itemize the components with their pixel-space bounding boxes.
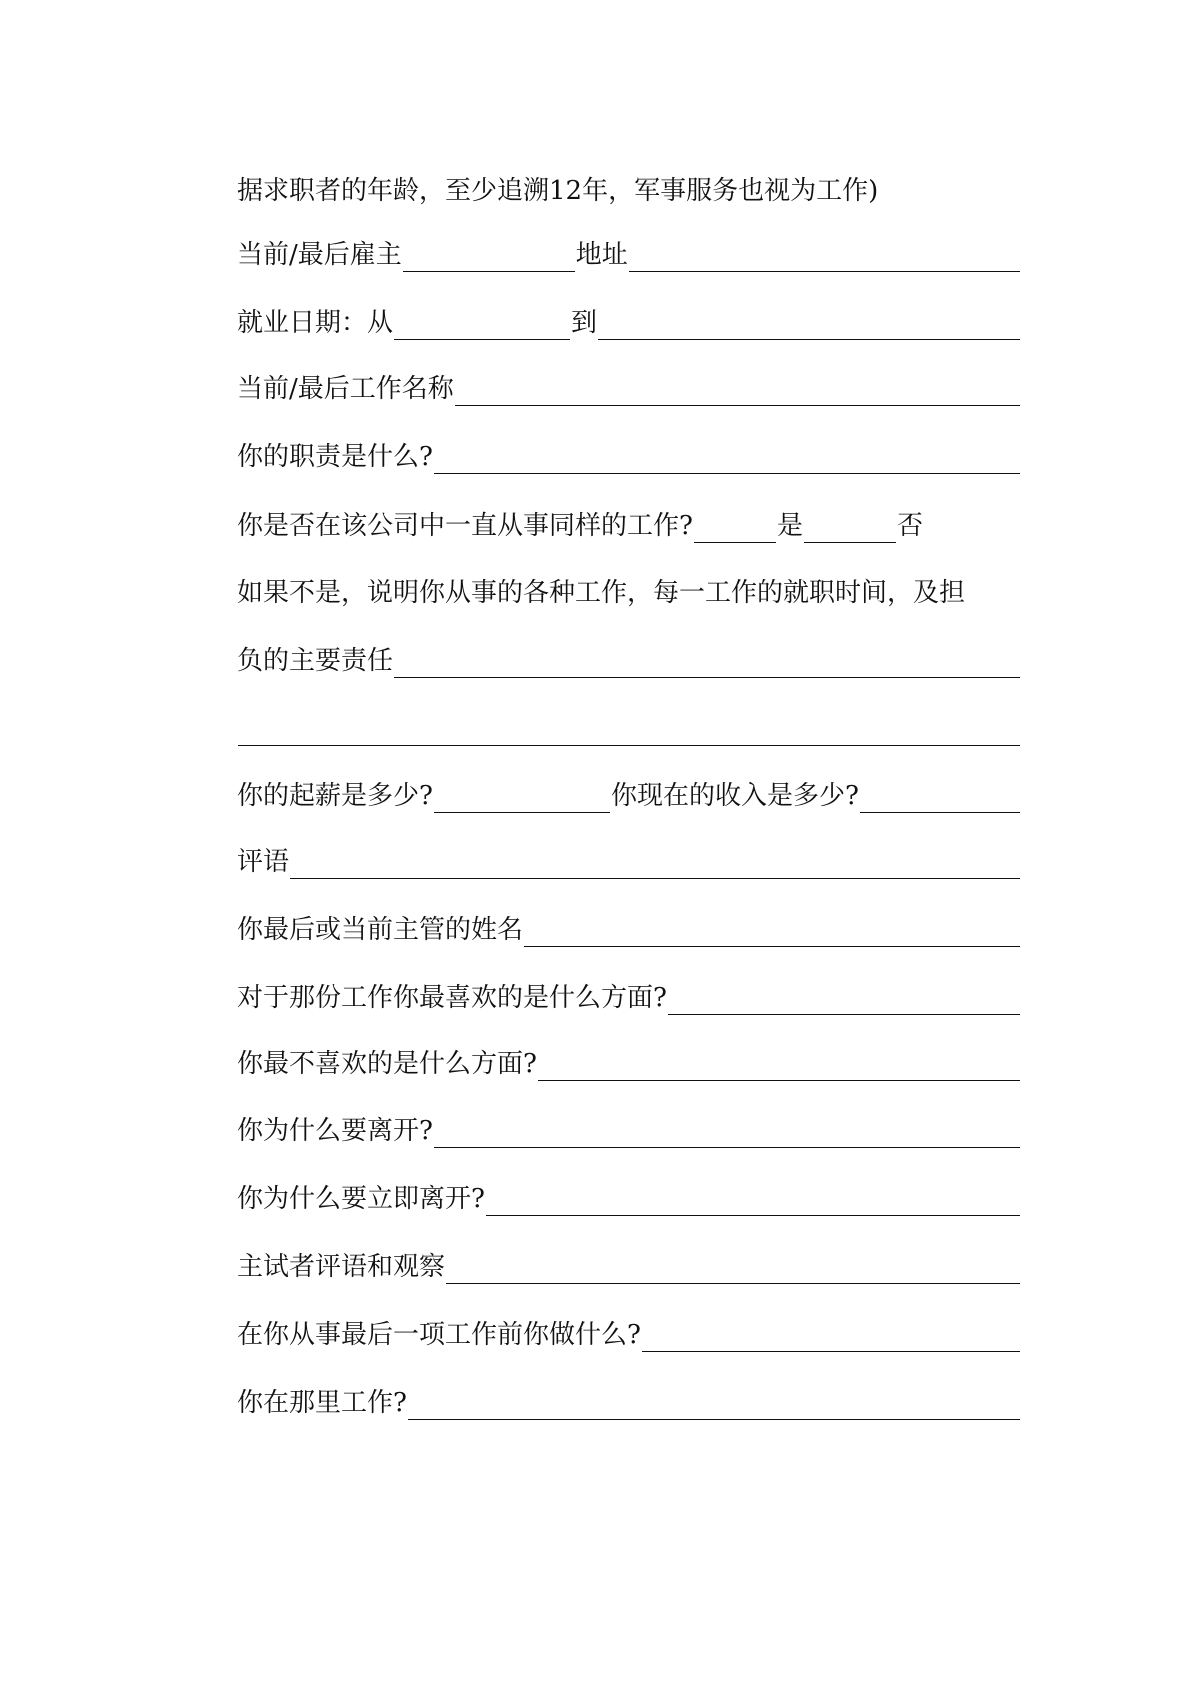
- comments-line: [237, 845, 1021, 879]
- starting-salary-label: 你的起薪是多少?: [237, 781, 433, 811]
- employer-line: [237, 238, 1021, 272]
- current-employer-field[interactable]: [403, 245, 575, 272]
- liked-least-field[interactable]: [538, 1054, 1020, 1081]
- employment-dates-line: [237, 306, 1021, 340]
- interviewer-field[interactable]: [446, 1257, 1020, 1284]
- why-leave-now-line: [237, 1182, 1021, 1216]
- liked-most-label: 对于那份工作你最喜欢的是什么方面?: [237, 983, 667, 1013]
- interviewer-line: [237, 1250, 1021, 1284]
- intro-text: 据求职者的年龄，至少追溯12年，军事服务也视为工作): [237, 176, 879, 206]
- why-leave-now-field[interactable]: [486, 1189, 1020, 1216]
- why-leave-line: [237, 1114, 1021, 1148]
- same-job-label: 你是否在该公司中一直从事同样的工作?: [237, 511, 693, 541]
- employment-from-field[interactable]: [394, 313, 570, 340]
- why-leave-now-label: 你为什么要立即离开?: [237, 1184, 485, 1214]
- no-label: 否: [896, 511, 923, 541]
- before-last-job-field[interactable]: [642, 1325, 1020, 1352]
- liked-least-line: [237, 1047, 1021, 1081]
- why-leave-field[interactable]: [434, 1121, 1020, 1148]
- if-not-line-2: [237, 644, 1021, 678]
- yes-label: 是: [776, 511, 803, 541]
- employment-dates-label: 就业日期：从: [237, 308, 394, 338]
- job-title-line: [237, 372, 1021, 406]
- starting-salary-field[interactable]: [434, 786, 610, 813]
- liked-least-label: 你最不喜欢的是什么方面?: [237, 1049, 537, 1079]
- responsibilities-field[interactable]: [394, 651, 1020, 678]
- yes-field[interactable]: [694, 516, 776, 543]
- address-label: 地址: [575, 240, 628, 270]
- supervisor-label: 你最后或当前主管的姓名: [237, 915, 524, 945]
- before-last-job-label: 在你从事最后一项工作前你做什么?: [237, 1320, 641, 1350]
- if-not-text-2: 负的主要责任: [237, 646, 394, 676]
- supervisor-field[interactable]: [524, 920, 1020, 947]
- duties-label: 你的职责是什么?: [237, 442, 433, 472]
- liked-most-line: [237, 981, 1021, 1015]
- duties-line: [237, 440, 1021, 474]
- salary-line: [237, 779, 1021, 813]
- address-field[interactable]: [629, 245, 1020, 272]
- comments-field[interactable]: [290, 852, 1020, 879]
- liked-most-field[interactable]: [668, 988, 1020, 1015]
- duties-field[interactable]: [434, 447, 1020, 474]
- before-last-job-line: [237, 1318, 1021, 1352]
- responsibilities-continued-line: [237, 712, 1021, 746]
- comments-label: 评语: [237, 847, 290, 877]
- if-not-text-1: 如果不是，说明你从事的各种工作，每一工作的就职时间，及担: [237, 578, 966, 608]
- where-worked-field[interactable]: [408, 1393, 1020, 1420]
- job-title-label: 当前/最后工作名称: [237, 374, 454, 404]
- intro-line: [237, 174, 1021, 208]
- if-not-line-1: [237, 576, 1021, 610]
- where-worked-line: [237, 1386, 1021, 1420]
- interviewer-label: 主试者评语和观察: [237, 1252, 446, 1282]
- why-leave-label: 你为什么要离开?: [237, 1116, 433, 1146]
- current-income-field[interactable]: [860, 786, 1020, 813]
- employment-to-field[interactable]: [598, 313, 1020, 340]
- same-job-line: [237, 509, 1021, 543]
- no-field[interactable]: [804, 516, 896, 543]
- current-employer-label: 当前/最后雇主: [237, 240, 402, 270]
- supervisor-line: [237, 913, 1021, 947]
- job-title-field[interactable]: [455, 379, 1020, 406]
- responsibilities-continued-field[interactable]: [238, 719, 1020, 746]
- current-income-label: 你现在的收入是多少?: [610, 781, 859, 811]
- where-worked-label: 你在那里工作?: [237, 1388, 407, 1418]
- to-label: 到: [571, 308, 598, 338]
